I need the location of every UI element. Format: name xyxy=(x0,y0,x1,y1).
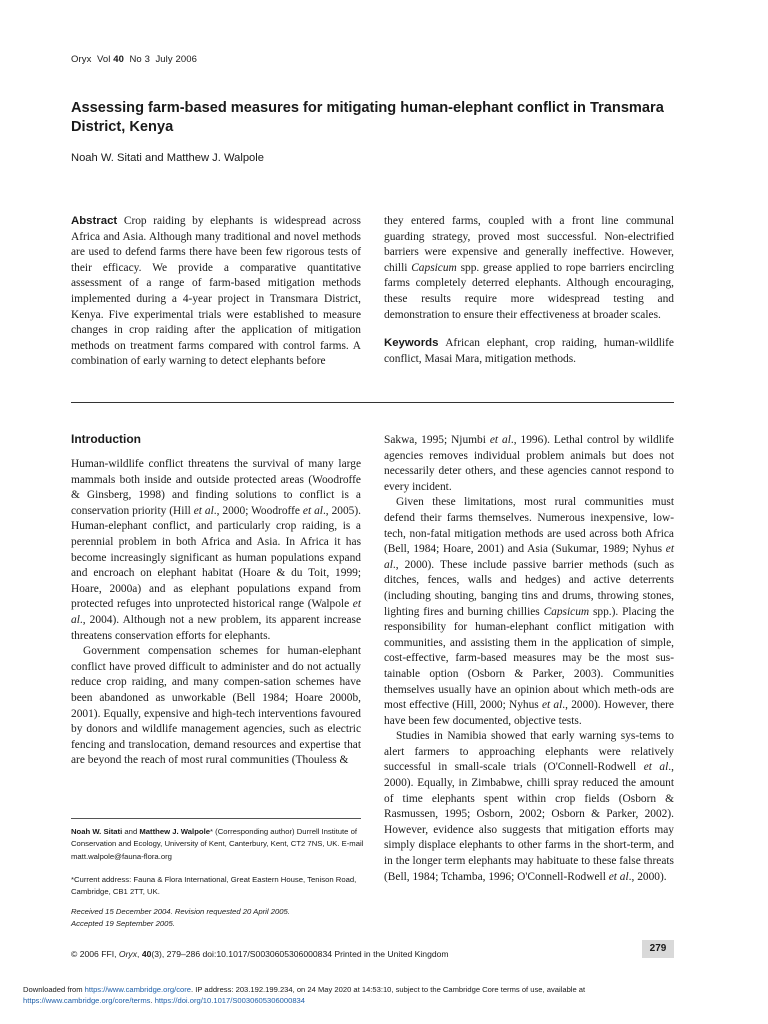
intro-paragraph-5: Studies in Namibia showed that early warning sys-tems to alert farmers to approaching elephants were relatively successful in small-scale trials (O'Connell-Rodwell et al., 2000). Equally, in Zimbabwe, chilli spray reduced the amount of time elephants spent within crop fields (Osborn & Rasmussen, 1995; Osborn, 2002; Osborn & Parker, 2002). However, evidence also suggests that mitigation efforts may simply displace elephants to other farms in the short-term, and in the longer term elephants may habituate to these false threats (Bell, 1984; Tchamba, 1996; O'Connell-Rodwell et al., 2000). xyxy=(384,730,674,883)
keywords-text: African elephant, crop raiding, human-wildlife conflict, Masai Mara, mitigation methods. xyxy=(384,337,674,365)
introduction-heading: Introduction xyxy=(71,432,141,446)
volume-number: 40 xyxy=(113,54,124,65)
page-number: 279 xyxy=(642,940,674,958)
intro-paragraph-3: Sakwa, 1995; Njumbi et al., 1996). Lethal control by wildlife agencies removes individual problem animals but does not necessarily deter others, and these agencies cannot respond to every incident. xyxy=(384,434,674,493)
introduction-right-column xyxy=(384,433,674,885)
abstract-label: Abstract xyxy=(71,215,118,227)
journal-header xyxy=(71,54,197,65)
intro-paragraph-2: Government compensation schemes for human-elephant conflict have proved difficult to administer and do not actually reduce crop raiding, and many compen-sation schemes have been abandoned as unworkable (Bell 1984; Hoare 2000b, 2001). Equally, expensive and high-tech interventions favoured by donors and wildlife management agencies, such as electric fencing and translocation, demand resources and expertise that are beyond the reach of most rural communities (Thouless & xyxy=(71,645,361,767)
volume-label: Vol xyxy=(96,54,111,65)
issue-number: 3 xyxy=(144,54,150,65)
article-title: Assessing farm-based measures for mitigating human-elephant conflict in Transmara District, Kenya xyxy=(71,100,664,135)
intro-paragraph-1: Human-wildlife conflict threatens the survival of many large mammals both inside and outside protected areas (Woodroffe & Ginsberg, 1998) and finding solutions to conflict is a conservation priority (Hill et al., 2000; Woodroffe et al., 2005). Human-elephant conflict, and particularly crop raiding, is a perennial problem in both Africa and Asia. In Africa it has become increasingly significant as human populations expand and encroach on elephant habitat (Hoare & du Toit, 1999; Hoare, 2000a) and as elephant populations expand from protected refuges into unprotected historical range (Walpole et al., 2004). Although not a new problem, its apparent increase threatens conservation efforts for elephants. xyxy=(71,458,362,642)
current-address-footnote: *Current address: Fauna & Flora International, Great Eastern House, Tenison Road, Cambridge, CB1 2TT, UK. xyxy=(71,875,357,897)
journal-name: Oryx xyxy=(71,54,92,65)
author-affiliation-footnote: Noah W. Sitati and Matthew J. Walpole* (Corresponding author) Durrell Institute of Conservation and Ecology, University of Kent, Canterbury, Kent, CT2 7NS, UK. E-mail matt.walpole@fauna-flora.org xyxy=(71,827,364,861)
download-notice: Downloaded from https://www.cambridge.org/core. IP address: 203.192.199.234, on 24 May 2020 at 14:53:10, subject to the Cambridge Core terms of use, available at https://www.cambridge.org/core/terms. https://doi.org/10.1017/S0030605306000834 xyxy=(23,985,586,1005)
issue-label: No xyxy=(129,54,142,65)
terms-link[interactable]: https://www.cambridge.org/core/terms xyxy=(23,995,151,1005)
keywords-paragraph xyxy=(384,336,674,367)
intro-paragraph-4: Given these limitations, most rural communities must defend their farms themselves. Numerous inexpensive, low-tech, non-fatal mitigation methods are used across both Africa (Bell, 1984; Hoare, 2001) and Asia (Sukumar, 1989; Nyhus et al., 2000). These include passive barrier methods (such as ditches, fences, walls and hedges) and active deterrents (including shouting, banging tins and drums, throwing stones, lighting fires and burning chillies Capsicum spp.). Placing the responsibility for human-elephant conflict mitigation with communities, and assisting them in the application of simple, cost-effective, farm-based measures may be the most sus-tainable option (Osborn & Parker, 2003). Communities themselves usually have an opinion about which meth-ods are most effective (Hill, 2000; Nyhus et al., 2000). However, there have been few documented, objective tests. xyxy=(384,496,674,727)
footnote-divider xyxy=(71,818,361,819)
introduction-left-column xyxy=(71,457,361,769)
section-divider xyxy=(71,402,674,403)
doi-link[interactable]: https://doi.org/10.1017/S0030605306000834 xyxy=(154,995,306,1005)
abstract-paragraph xyxy=(71,214,361,370)
citation-line: © 2006 FFI, Oryx, 40(3), 279–286 doi:10.1017/S0030605306000834 Printed in the United Kingdom xyxy=(71,949,449,959)
article-authors: Noah W. Sitati and Matthew J. Walpole xyxy=(71,152,264,164)
abstract-left-column xyxy=(71,214,361,370)
abstract-text: Crop raiding by elephants is widespread across Africa and Asia. Although many traditional and novel methods are used to defend farms there have been few rigorous tests of their efficacy. We provide a comparative quantitative assessment of a range of farm-based mitigation methods implemented during a 4-year project in Transmara District, Kenya. Five experimental trials were established to measure changes in crop raiding after the application of mitigation methods on treatment farms compared with control farms. A combination of early warning to detect elephants before xyxy=(71,215,361,368)
abstract-continued: they entered farms, coupled with a front line communal guarding strategy, proved most successful. Non-electrified barriers were expensive and generally ineffective. However, chilli Capsicum spp. grease applied to rope barriers encircling farms completely deterred elephants. Although encouraging, these results require more widespread testing and demonstration to ensure their effectiveness at broader scales. xyxy=(384,215,674,321)
cambridge-core-link[interactable]: https://www.cambridge.org/core xyxy=(84,985,191,994)
received-dates-footnote: Received 15 December 2004. Revision requested 20 April 2005. Accepted 19 September 2005. xyxy=(71,907,290,929)
issue-date: July 2006 xyxy=(155,54,198,65)
keywords-label: Keywords xyxy=(384,337,439,350)
abstract-right-column xyxy=(384,214,674,367)
